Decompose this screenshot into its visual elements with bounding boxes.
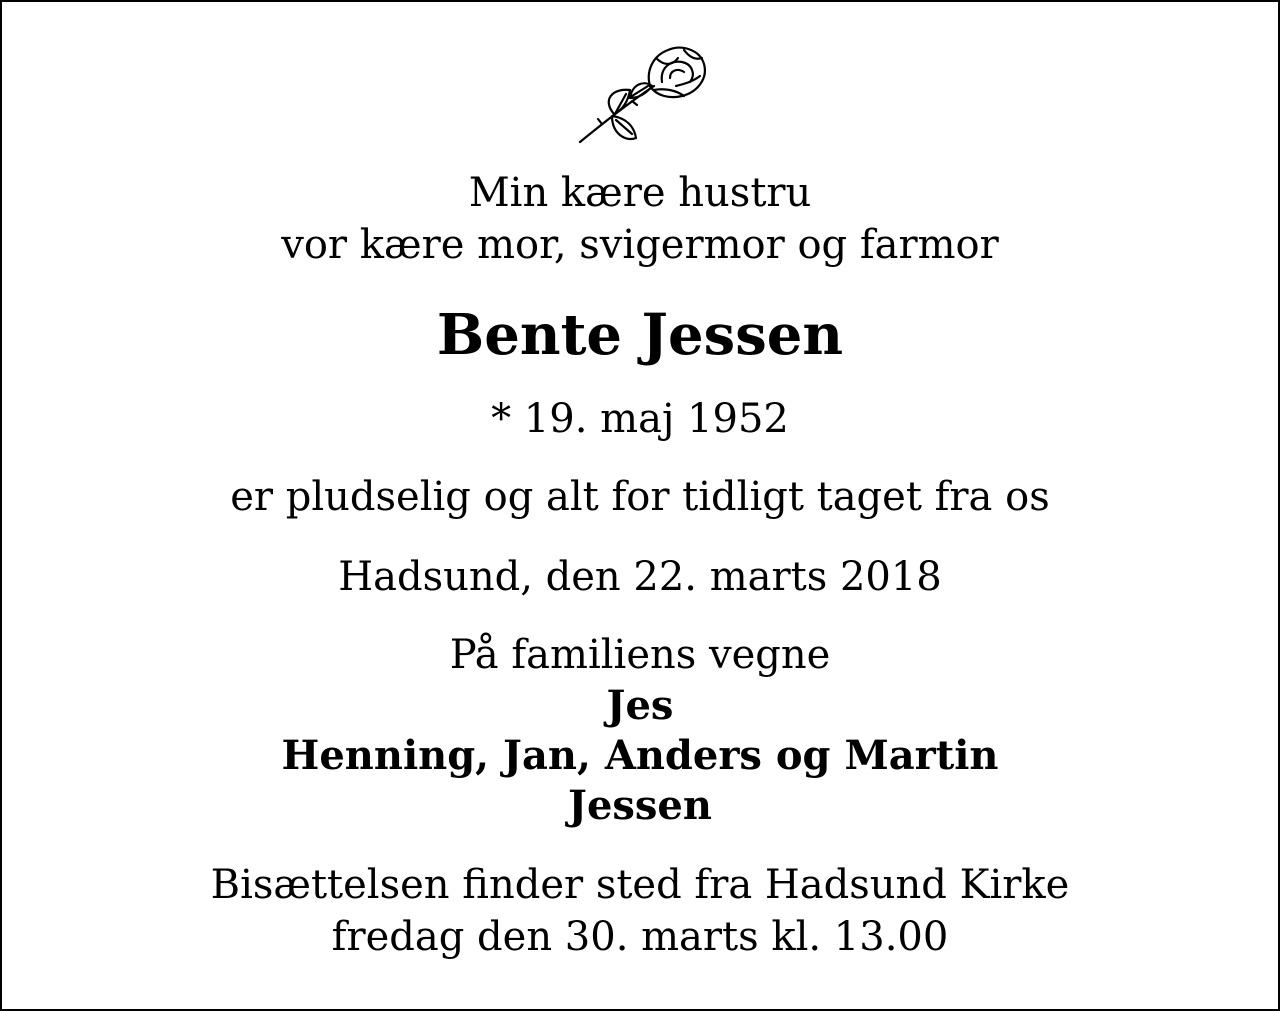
signature-name-1: Jes [606,682,674,729]
notice-text: er pludselig og alt for tidligt taget fra os [230,474,1050,520]
deceased-name: Bente Jessen [436,302,844,368]
rose-icon [572,38,712,148]
funeral-line-2: fredag den 30. marts kl. 13.00 [331,914,949,960]
signature-name-3: Jessen [568,782,712,829]
place-date: Hadsund, den 22. marts 2018 [338,554,942,600]
funeral-line-1: Bisættelsen finder sted fra Hadsund Kirke [210,862,1070,908]
intro-line-2: vor kære mor, svigermor og farmor [281,222,999,268]
birth-date: * 19. maj 1952 [491,396,789,442]
signature-intro: På familiens vegne [449,632,831,678]
signature-name-2: Henning, Jan, Anders og Martin [281,732,999,779]
intro-line-1: Min kære hustru [468,170,812,216]
